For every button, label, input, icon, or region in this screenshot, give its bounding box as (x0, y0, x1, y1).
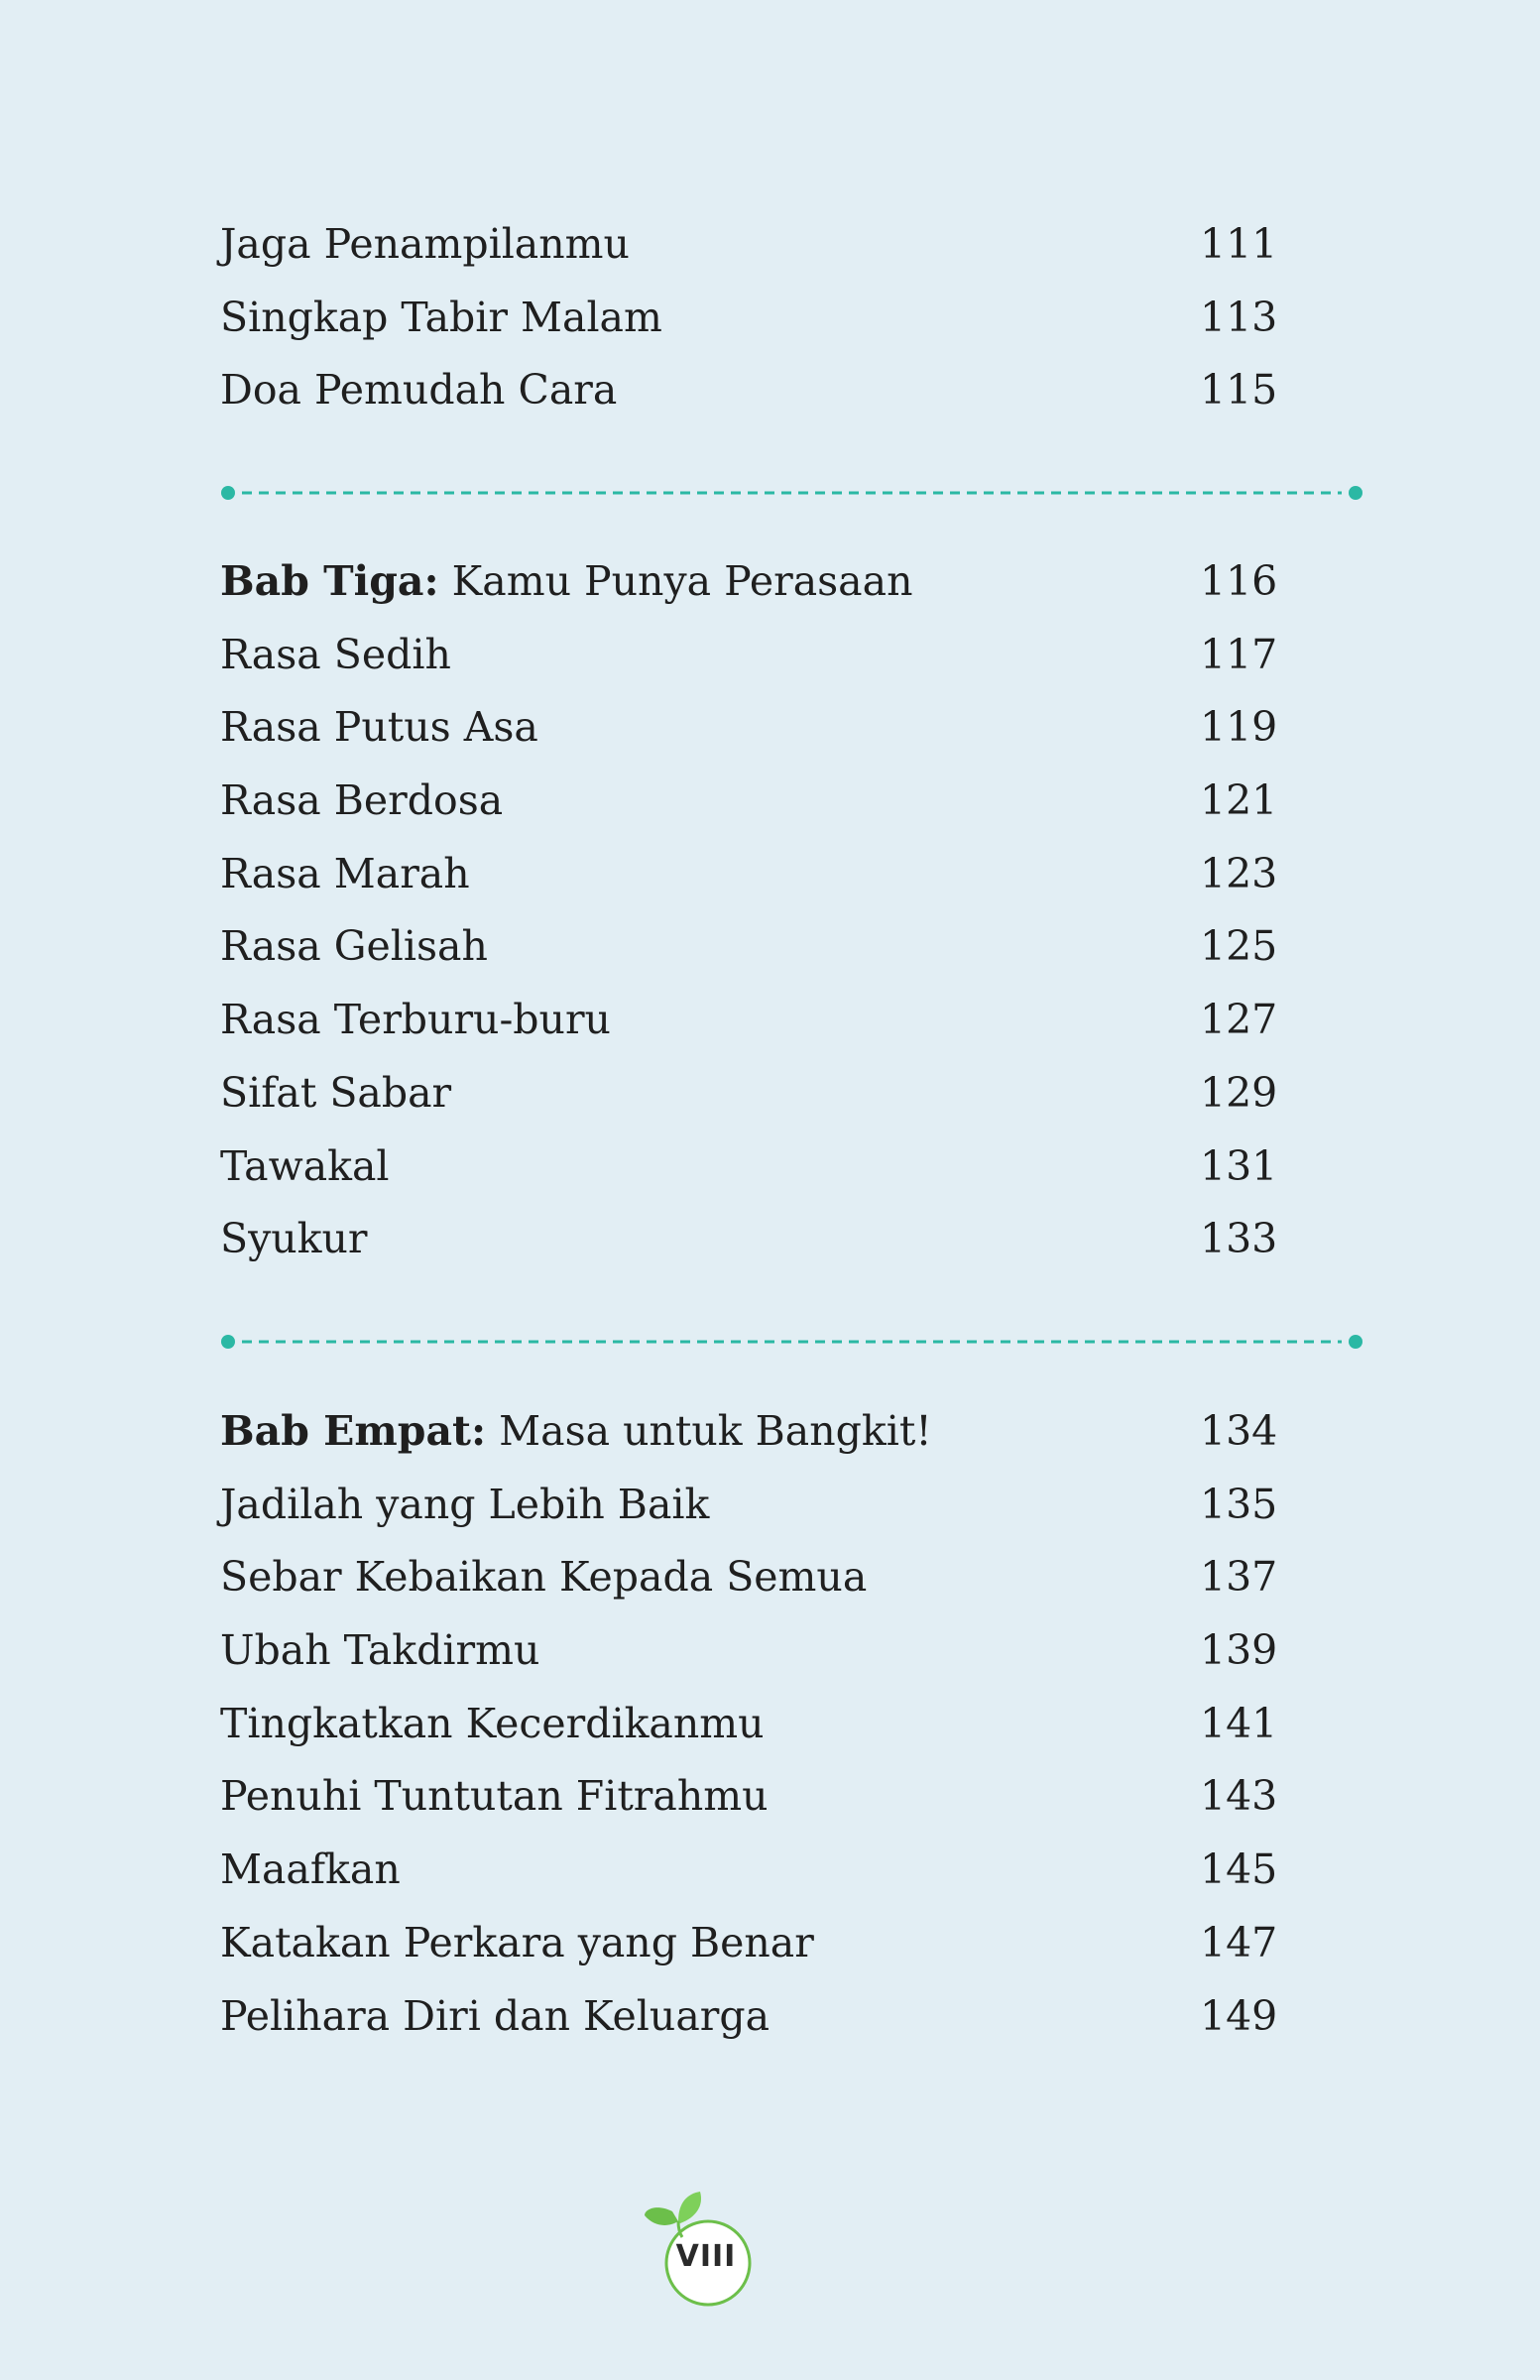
chapter-label: Bab Tiga: (220, 557, 439, 605)
toc-entry (220, 1130, 1351, 1204)
toc-entry (220, 691, 1351, 765)
chapter-title: Kamu Punya Perasaan (438, 557, 913, 605)
toc-entry-page: 115 (1200, 366, 1278, 415)
toc-entry-title: Ubah Takdirmu (220, 1626, 540, 1675)
toc-entry-page: 121 (1200, 776, 1278, 825)
toc-entry-title: Singkap Tabir Malam (220, 293, 662, 341)
toc-section-1 (220, 208, 1351, 427)
toc-entry-title: Rasa Terburu-buru (220, 996, 611, 1044)
toc-entry-page: 133 (1200, 1215, 1278, 1263)
toc-entry (220, 910, 1351, 984)
toc-entry-page: 123 (1200, 849, 1278, 897)
toc-entry-title: Tawakal (220, 1141, 390, 1190)
chapter-label: Bab Empat: (220, 1407, 487, 1455)
toc-entry (220, 765, 1351, 838)
toc-entry-title: Rasa Marah (220, 849, 470, 897)
toc-entry (220, 1980, 1351, 2054)
toc-entry (220, 1203, 1351, 1276)
toc-entry-title: Sifat Sabar (220, 1068, 452, 1117)
toc-entry-title: Rasa Berdosa (220, 776, 504, 825)
section-divider (220, 1334, 1363, 1350)
toc-entry (220, 1541, 1351, 1614)
toc-entry-title: Rasa Putus Asa (220, 703, 538, 752)
toc-entry-page: 131 (1200, 1141, 1278, 1190)
page-number-badge (643, 2190, 762, 2309)
toc-entry-title: Maafkan (220, 1845, 401, 1894)
toc-entry-page: 113 (1200, 293, 1278, 341)
toc-entry-page: 127 (1200, 996, 1278, 1044)
chapter-page: 116 (1200, 557, 1278, 605)
toc-entry (220, 1469, 1351, 1542)
toc-entry-page: 145 (1200, 1845, 1278, 1894)
toc-entry-page: 149 (1200, 1991, 1278, 2040)
toc-entry-page: 139 (1200, 1626, 1278, 1675)
toc-entry-title: Penuhi Tuntutan Fitrahmu (220, 1772, 769, 1821)
chapter-heading (220, 1395, 1351, 1469)
toc-entry-title: Jaga Penampilanmu (220, 220, 630, 268)
toc-entry (220, 282, 1351, 355)
toc-entry-page: 143 (1200, 1772, 1278, 1821)
toc-entry-title: Rasa Gelisah (220, 922, 488, 971)
toc-entry-page: 119 (1200, 703, 1278, 752)
toc-entry-page: 125 (1200, 922, 1278, 971)
toc-entry-title: Pelihara Diri dan Keluarga (220, 1991, 770, 2040)
toc-entry (220, 838, 1351, 911)
toc-section-bab-tiga (220, 545, 1351, 1276)
chapter-heading (220, 545, 1351, 619)
page-number: VIII (675, 2239, 737, 2274)
toc-entry (220, 1688, 1351, 1761)
toc-entry (220, 354, 1351, 427)
toc-entry (220, 1057, 1351, 1130)
toc-entry-page: 137 (1200, 1553, 1278, 1602)
chapter-page: 134 (1200, 1407, 1278, 1455)
toc-entry (220, 984, 1351, 1057)
toc-entry-title: Doa Pemudah Cara (220, 366, 618, 415)
toc-section-bab-empat (220, 1395, 1351, 2053)
toc-entry (220, 619, 1351, 692)
toc-entry-page: 135 (1200, 1480, 1278, 1528)
toc-entry-title: Sebar Kebaikan Kepada Semua (220, 1553, 868, 1602)
chapter-title: Masa untuk Bangkit! (486, 1407, 932, 1455)
toc-entry-page: 147 (1200, 1918, 1278, 1966)
toc-entry-title: Jadilah yang Lebih Baik (220, 1480, 710, 1528)
toc-entry (220, 208, 1351, 282)
toc-entry (220, 1614, 1351, 1688)
toc-entry-page: 111 (1200, 220, 1278, 268)
section-divider (220, 485, 1363, 501)
toc-entry-page: 141 (1200, 1699, 1278, 1747)
toc-entry (220, 1907, 1351, 1980)
toc-entry (220, 1834, 1351, 1907)
toc-entry-title: Katakan Perkara yang Benar (220, 1918, 814, 1966)
toc-entry-title: Syukur (220, 1215, 368, 1263)
toc-entry-page: 129 (1200, 1068, 1278, 1117)
toc-entry-page: 117 (1200, 630, 1278, 678)
toc-entry-title: Tingkatkan Kecerdikanmu (220, 1699, 765, 1747)
toc-entry (220, 1760, 1351, 1834)
toc-entry-title: Rasa Sedih (220, 630, 451, 678)
